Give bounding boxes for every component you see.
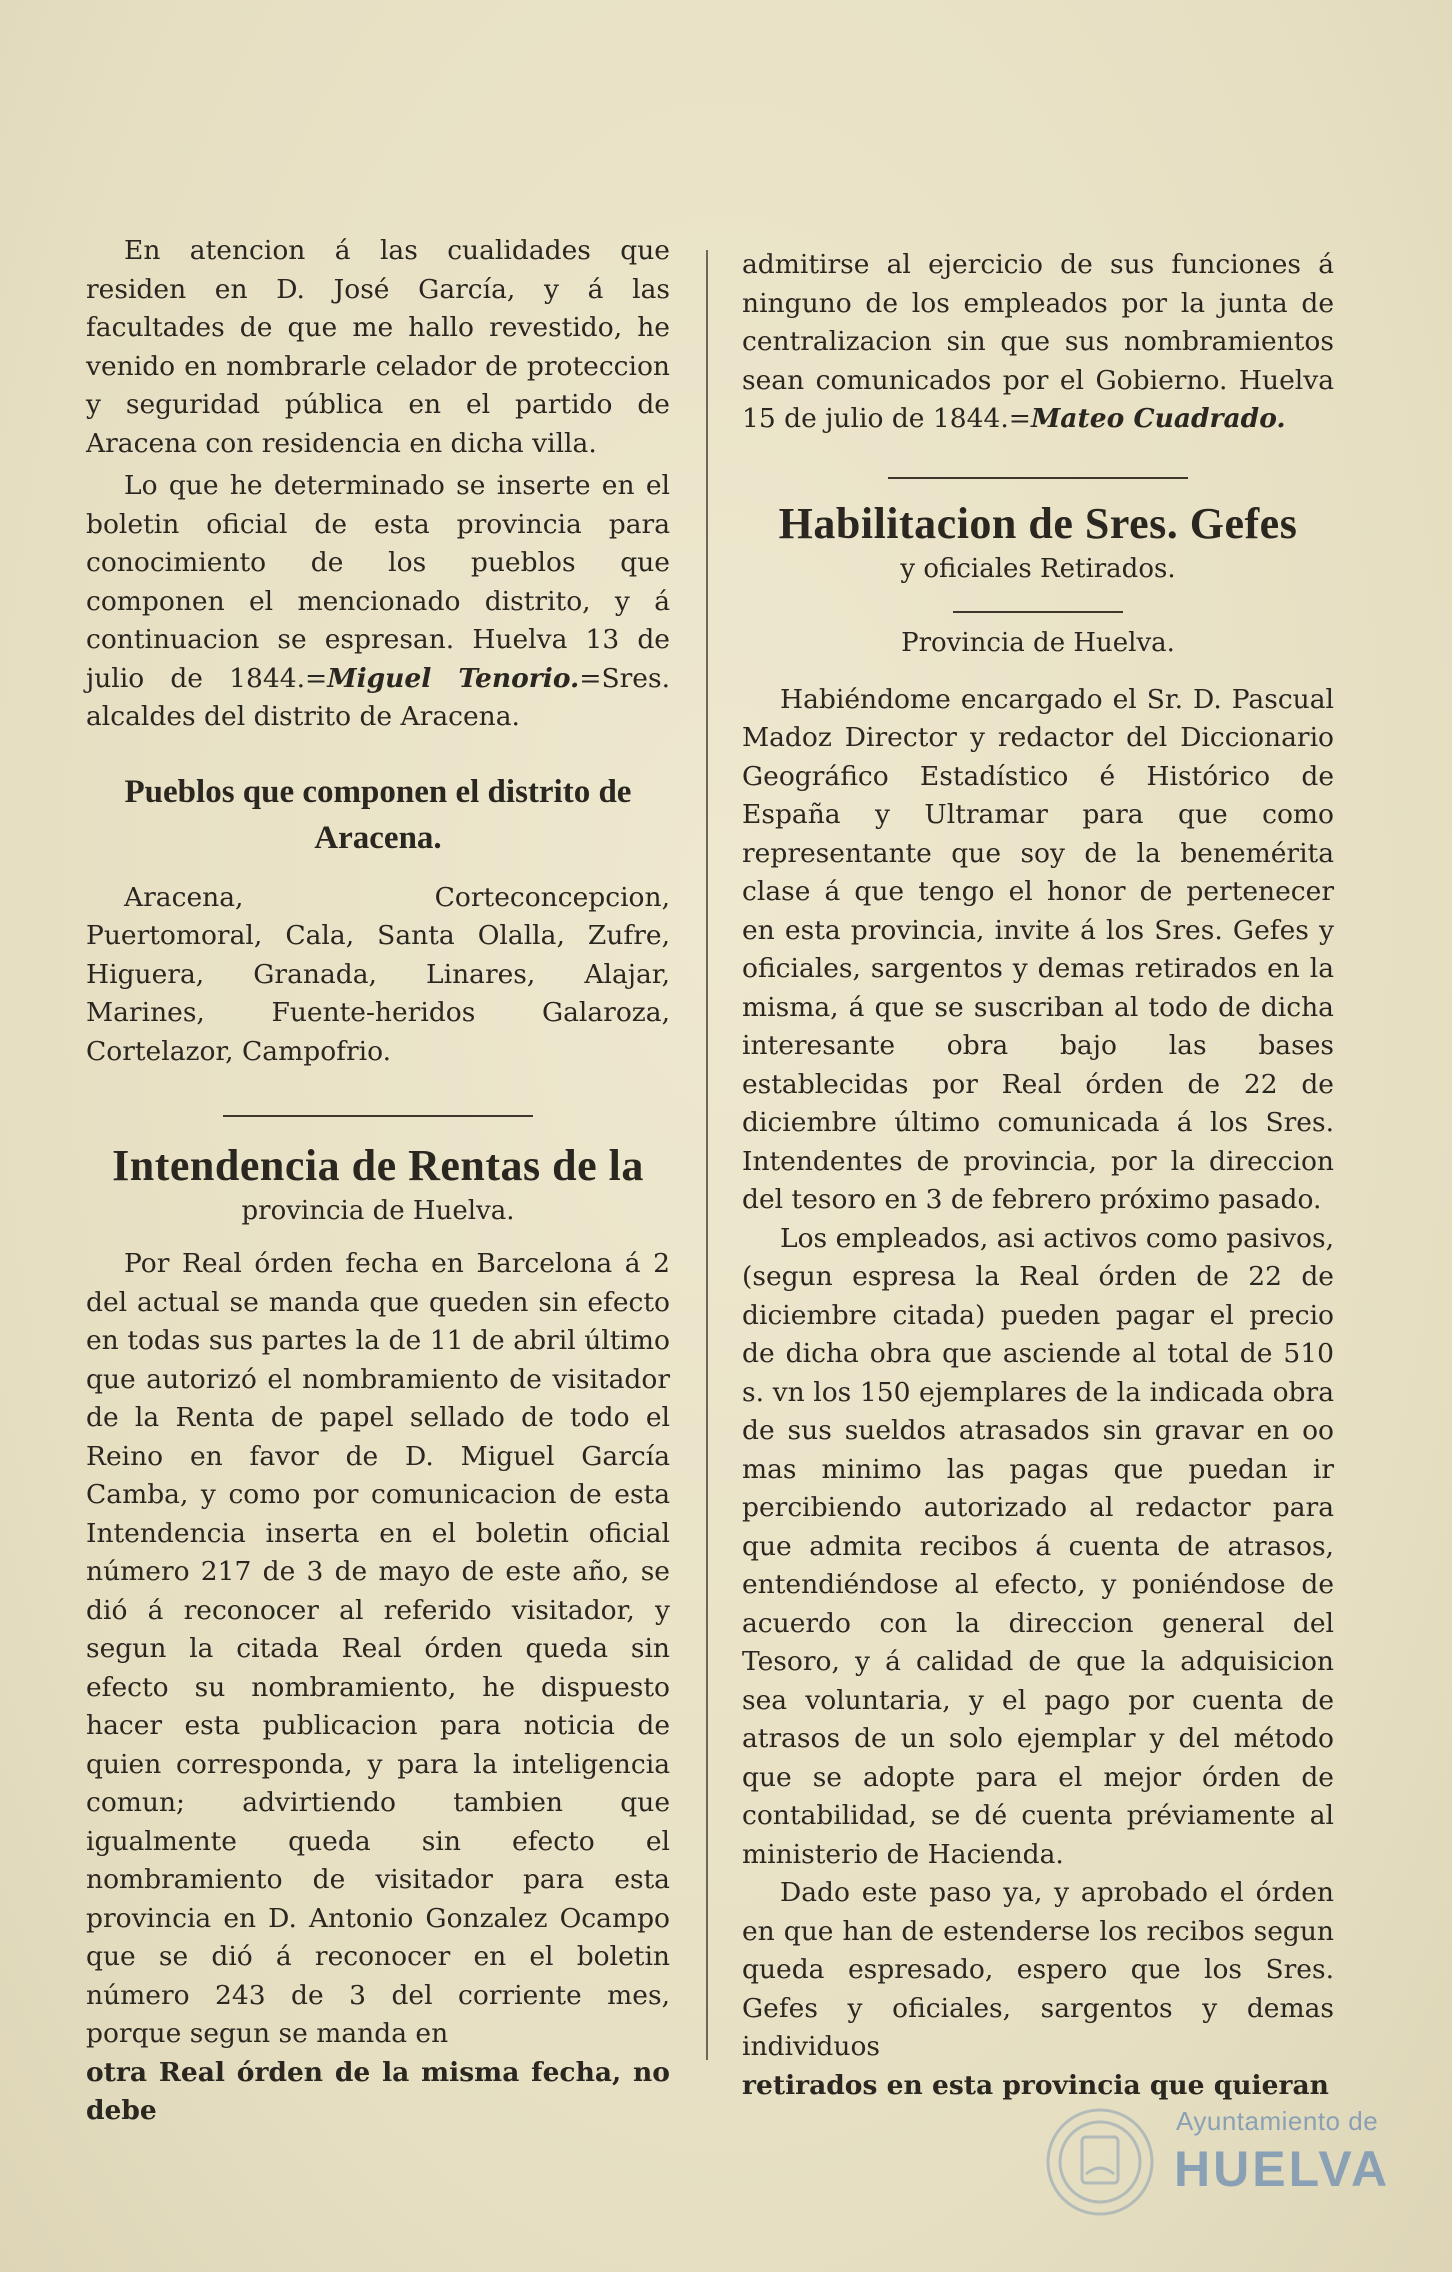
right-paragraph-empleados: Los empleados, asi activos como pasivos, (segun espresa la Real órden de 22 de diciembre citada) pueden pagar el precio de dicha obra que asciende al total de 510 s. vn los 150 ejemplares de la indicada obra de sus sueldos atrasados sin gravar en oo mas minimo las pagas que puedan ir percibiendo autorizado al redactor para que admita recibos á cuenta de atrasos, entendiéndose al efecto, y poniéndose de acuerdo con la direccion general del Tesoro, y á calidad de que la adquisicion sea voluntaria, y el pago por cuenta de atrasos de un solo ejemplar y del método que se adopte para el mejor órden de contabilidad, se dé cuenta préviamente al ministerio de Hacienda. bbox=[742, 1222, 1334, 1870]
column-divider bbox=[706, 250, 708, 2060]
subheading-oficiales-retirados: y oficiales Retirados. bbox=[900, 553, 1176, 584]
left-last-line: otra Real órden de la misma fecha, no debe bbox=[86, 2056, 670, 2126]
right-paragraph-continuation-text: admitirse al ejercicio de sus funciones á ninguno de los empleados por la junta de centralizacion sin que sus nombramientos sean comunicados por el Gobierno. Huelva 15 de julio de 1844.= bbox=[742, 249, 1334, 434]
right-last-line: retirados en esta provincia que quieran bbox=[742, 2069, 1329, 2101]
left-column bbox=[86, 232, 670, 2131]
heading-habilitacion: Habilitacion de Sres. Gefes bbox=[778, 498, 1298, 548]
left-paragraph-appointment: En atencion á las cualidades que residen en D. José García, y á las facultades de que me hallo revestido, he venido en nombrarle celador de proteccion y seguridad pública en el partido de Aracena con residencia en dicha villa. bbox=[86, 235, 670, 459]
left-paragraph-order bbox=[86, 467, 670, 737]
right-paragraph-madoz: Habiéndome encargado el Sr. D. Pascual Madoz Director y redactor del Diccionario Geográfico Estadístico é Histórico de España y Ultramar para que como representante que soy de la benemérita clase á que tengo el honor de pertenecer en esta provincia, invite á los Sres. Gefes y oficiales, sargentos y demas retirados en la misma, á que se suscriban al todo de dicha interesante obra bajo las bases establecidas por Real órden de 22 de diciembre último comunicada á los Sres. Intendentes de provincia, por la direccion del tesoro en 3 de febrero próximo pasado. bbox=[742, 683, 1334, 1215]
towns-list: Aracena, Corteconcepcion, Puertomoral, Cala, Santa Olalla, Zufre, Higuera, Granada, Linares, Alajar, Marines, Fuente-heridos Galaroza, Cortelazor, Campofrio. bbox=[86, 881, 670, 1067]
left-paragraph-order-text: Lo que he determinado se inserte en el boletin oficial de esta provincia para conocimiento de los pueblos que componen el mencionado distrito, y á continuacion se espresan. Huelva 13 de julio de 1844.= bbox=[86, 470, 670, 694]
heading-pueblos-aracena: Pueblos que componen el distrito de Aracena. bbox=[124, 773, 632, 856]
heading-intendencia: Intendencia de Rentas de la bbox=[112, 1141, 644, 1190]
right-paragraph-dado-este-paso: Dado este paso ya, y aprobado el órden en que han de estenderse los recibos segun queda espresado, espero que los Sres. Gefes y oficiales, sargentos y demas individuos bbox=[742, 1877, 1334, 2062]
left-paragraph-real-orden: Por Real órden fecha en Barcelona á 2 del actual se manda que queden sin efecto en todas sus partes la de 11 de abril último que autorizó el nombramiento de visitador de la Renta de papel sellado de todo el Reino en favor de D. Miguel García Camba, y como por comunicacion de esta Intendencia inserta en el boletin oficial número 217 de 3 de mayo de este año, se dió á reconocer al referido visitador, y segun la citada Real órden queda sin efecto su nombramiento, he dispuesto hacer esta publicacion para noticia de quien corresponda, y para la inteligencia comun; advirtiendo tambien que igualmente queda sin efecto el nombramiento de visitador para esta provincia en D. Antonio Gonzalez Ocampo que se dió á reconocer en el boletin número 243 de 3 del corriente mes, porque segun se manda en bbox=[86, 1248, 670, 2049]
right-column bbox=[742, 246, 1334, 2105]
watermark-line-1: Ayuntamiento de bbox=[1176, 2106, 1379, 2136]
signature-cuadrado: Mateo Cuadrado. bbox=[1030, 403, 1286, 434]
subheading-provincia-de-huelva: Provincia de Huelva. bbox=[901, 627, 1175, 658]
right-paragraph-continuation bbox=[742, 246, 1334, 439]
watermark-line-2: HUELVA bbox=[1174, 2141, 1391, 2197]
subheading-provincia-huelva: provincia de Huelva. bbox=[241, 1196, 515, 1226]
signature-tenorio: Miguel Tenorio. bbox=[327, 662, 580, 694]
left-paragraph-order-end: =Sres. alcaldes del distrito de Aracena. bbox=[86, 662, 670, 732]
